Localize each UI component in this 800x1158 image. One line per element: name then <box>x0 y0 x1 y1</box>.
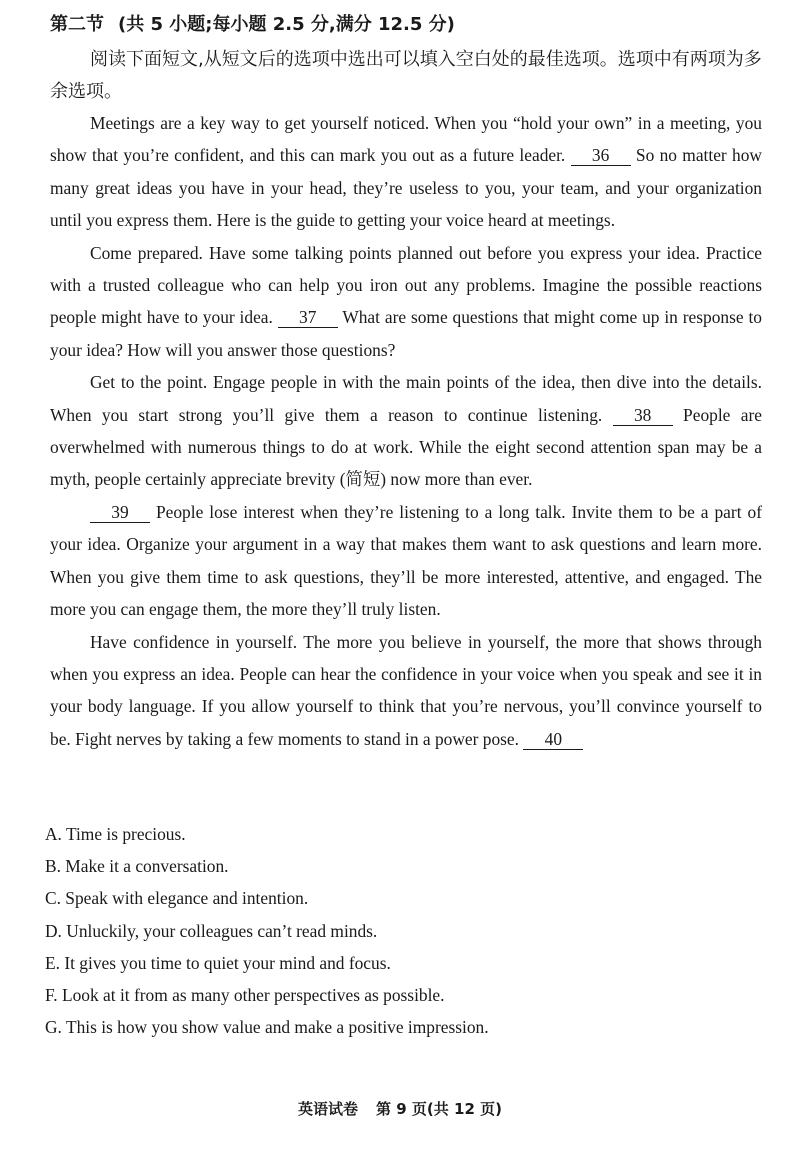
blank-38: 38 <box>613 405 673 426</box>
section-heading <box>50 10 455 36</box>
option-letter: A. <box>45 824 62 844</box>
footer-subject: 英语试卷 <box>298 1100 359 1118</box>
footer-page-number: 第 9 页(共 12 页) <box>376 1100 502 1118</box>
text: So no matter how many great ideas you have in your head, they’re useless to you, your team, and your organization until you express them. Here is the guide to getting your voice heard at meetings. <box>50 145 762 231</box>
option-text: It gives you time to quiet your mind and focus. <box>59 952 391 973</box>
paragraph-1 <box>50 107 762 237</box>
instructions: 阅读下面短文,从短文后的选项中选出可以填入空白处的最佳选项。选项中有两项为多余选项。 <box>50 49 762 102</box>
option-f <box>45 979 489 1011</box>
reading-passage <box>50 107 762 755</box>
section-scoring: (共 5 小题;每小题 2.5 分,满分 12.5 分) <box>118 14 455 35</box>
option-a <box>45 818 489 850</box>
page-footer <box>0 1098 800 1119</box>
text: Come prepared. Have some talking points planned out before you express your idea. Practice with a trusted colleague who can help you iron out any problems. Imagine the possible reactions people might have to your idea. <box>50 242 762 328</box>
option-c <box>45 882 489 914</box>
option-text: Make it a conversation. <box>60 856 229 877</box>
option-letter: G. <box>45 1017 62 1038</box>
blank-39: 39 <box>90 502 150 523</box>
option-letter: E. <box>45 952 60 973</box>
blank-36: 36 <box>571 145 631 166</box>
option-text: Speak with elegance and intention. <box>60 888 309 909</box>
option-text: Unluckily, your colleagues can’t read minds. <box>61 920 378 941</box>
option-text: Time is precious. <box>61 824 186 844</box>
section-label: 第二节 <box>50 14 104 35</box>
text: Meetings are a key way to get yourself noticed. When you “hold your own” in a meeting, you show that you’re confident, and this can mark you out as a future leader. <box>50 113 762 166</box>
option-d <box>45 915 489 947</box>
paragraph-2 <box>50 237 762 367</box>
paragraph-5 <box>50 626 762 756</box>
blank-37: 37 <box>278 307 338 328</box>
text: People lose interest when they’re listening to a long talk. Invite them to be a part of your idea. Organize your argument in a way that makes them want to ask questions and learn more. When you give them time to ask questions, they’ll be more interested, attentive, and engaged. The more you can engage them, the more they’ll truly listen. <box>50 501 762 620</box>
blank-40: 40 <box>523 729 583 750</box>
option-g <box>45 1011 489 1043</box>
text: Get to the point. Engage people in with the main points of the idea, then dive into the details. When you start strong you’ll give them a reason to continue listening. <box>50 372 762 425</box>
text: What are some questions that might come up in response to your idea? How will you answer those questions? <box>50 307 762 360</box>
option-letter: D. <box>45 920 62 941</box>
option-letter: B. <box>45 856 61 877</box>
text: People are overwhelmed with numerous things to do at work. While the eight second attention span may be a myth, people certainly appreciate brevity (简短) now more than ever. <box>50 404 763 490</box>
text: Have confidence in yourself. The more you believe in yourself, the more that shows through when you express an idea. People can hear the confidence in your voice when you speak and see it in your body language. If you allow yourself to think that you’re nervous, you’ll convince yourself to be. Fight nerves by taking a few moments to stand in a power pose. <box>50 631 762 749</box>
answer-options <box>45 818 489 1043</box>
option-b <box>45 850 489 882</box>
paragraph-3 <box>50 366 762 496</box>
option-letter: F. <box>45 985 58 1006</box>
option-text: Look at it from as many other perspectives as possible. <box>57 985 445 1006</box>
paragraph-4 <box>50 496 762 626</box>
option-e <box>45 947 489 979</box>
option-letter: C. <box>45 888 61 909</box>
option-text: This is how you show value and make a positive impression. <box>61 1017 489 1038</box>
